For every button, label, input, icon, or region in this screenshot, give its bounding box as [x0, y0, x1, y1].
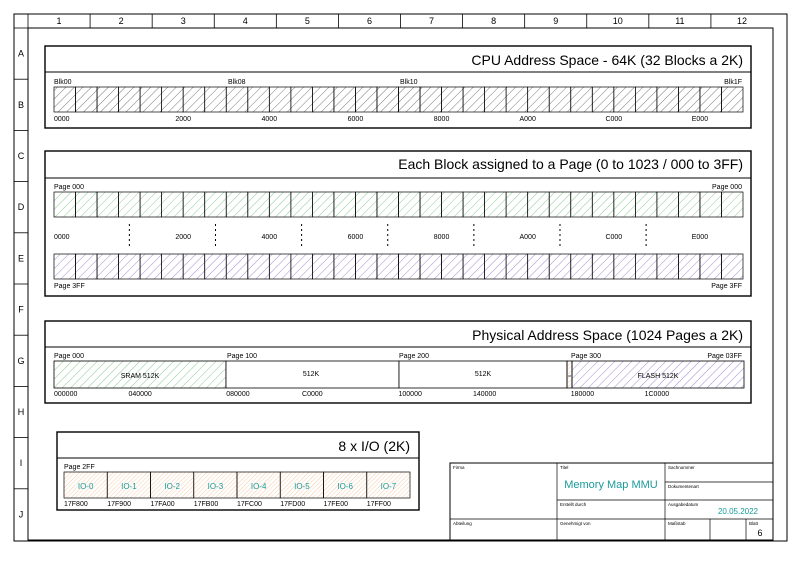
io-cell-label: IO-7 — [380, 482, 397, 491]
physical-page-100: Page 100 — [227, 353, 257, 360]
cpu-block — [355, 87, 377, 112]
page-top-block — [334, 192, 356, 217]
cpu-block — [140, 87, 162, 112]
cpu-block — [248, 87, 270, 112]
cpu-address-label: 6000 — [347, 116, 364, 123]
page-bottom-block — [571, 254, 593, 279]
row-letter: J — [18, 509, 24, 520]
cpu-block — [399, 87, 421, 112]
paging-address-label: E000 — [691, 234, 709, 241]
page-top-block — [97, 192, 119, 217]
cpu-block — [635, 87, 657, 112]
physical-address-label: 040000 — [128, 391, 152, 398]
cpu-block — [700, 87, 722, 112]
cpu-address-space-panel — [45, 46, 751, 128]
page-bottom-block — [205, 254, 227, 279]
cpu-block — [420, 87, 442, 112]
column-number: 12 — [736, 16, 747, 26]
page-bottom-block — [506, 254, 528, 279]
physical-address-label: 140000 — [472, 391, 497, 398]
cpu-block — [54, 87, 76, 112]
cpu-block — [97, 87, 119, 112]
physical-address-label: 080000 — [226, 391, 250, 398]
page-bottom-block — [76, 254, 98, 279]
io-address-label: 17F900 — [107, 501, 131, 508]
cpu-address-label: 2000 — [175, 116, 191, 123]
sachnummer-label: Sachnummer — [668, 465, 695, 470]
column-number: 3 — [180, 16, 186, 26]
cpu-block — [678, 87, 700, 112]
page-top-block — [485, 192, 507, 217]
physical-title: Physical Address Space (1024 Pages a 2K) — [472, 327, 743, 343]
physical-address-label: C0000 — [302, 391, 323, 398]
blatt-label: Blatt — [749, 521, 759, 526]
row-ruler — [14, 28, 28, 519]
physical-page-300: Page 300 — [571, 353, 601, 360]
page-top-block — [162, 192, 184, 217]
cpu-block-row — [54, 87, 743, 112]
page-top-block — [442, 192, 464, 217]
page-top-block — [592, 192, 614, 217]
page-top-block — [657, 192, 679, 217]
io-page-label: Page 2FF — [64, 464, 95, 471]
cpu-block — [549, 87, 571, 112]
cpu-block — [506, 87, 528, 112]
paging-title: Each Block assigned to a Page (0 to 1023 / 000 to 3FF) — [398, 156, 743, 172]
firma-label: Firma — [453, 465, 465, 470]
io-address-label: 17FE00 — [323, 501, 349, 508]
cpu-label-blk10: Blk10 — [400, 79, 418, 86]
page-top-block — [76, 192, 98, 217]
io-cell-label: IO-5 — [294, 482, 310, 491]
page-bottom-block — [721, 254, 743, 279]
page-top-block — [291, 192, 313, 217]
page-bottom-block — [528, 254, 550, 279]
ausgabedatum-label: Ausgabedatum — [668, 502, 699, 507]
physical-address-label: 180000 — [570, 391, 595, 398]
page-top-block — [614, 192, 636, 217]
io-address-label: 17FF00 — [366, 501, 391, 508]
io-address-label: 17FA00 — [150, 501, 175, 508]
cpu-block — [334, 87, 356, 112]
page-top-block — [205, 192, 227, 217]
page-bottom-block — [377, 254, 399, 279]
cpu-block — [291, 87, 313, 112]
row-letter: A — [17, 48, 25, 59]
page-top-block — [399, 192, 421, 217]
cpu-address-label: 4000 — [261, 116, 278, 123]
page-top-block — [549, 192, 571, 217]
cpu-block — [119, 87, 141, 112]
page-top-block — [635, 192, 657, 217]
page-bottom-block — [549, 254, 571, 279]
page-top-block — [248, 192, 270, 217]
cpu-block — [721, 87, 743, 112]
date-value: 20.05.2022 — [717, 507, 759, 516]
page-bottom-block — [119, 254, 141, 279]
io-panel — [57, 432, 419, 510]
paging-address-label: C000 — [605, 234, 623, 241]
page-top-block — [721, 192, 743, 217]
row-letter: E — [17, 253, 25, 264]
physical-address-panel — [45, 321, 751, 403]
ram-512k-label-2: 512K — [474, 371, 492, 378]
physical-address-label: 1C0000 — [644, 391, 670, 398]
paging-address-label: 8000 — [433, 234, 450, 241]
page-bottom-block — [162, 254, 184, 279]
io-address-label: 17FB00 — [193, 501, 219, 508]
paging-address-label: 2000 — [175, 234, 191, 241]
column-number: 11 — [675, 16, 685, 26]
page-top-block — [226, 192, 248, 217]
cpu-block — [485, 87, 507, 112]
page-top-block — [355, 192, 377, 217]
cpu-label-blk08: Blk08 — [228, 79, 246, 86]
io-cell-label: IO-0 — [77, 482, 94, 491]
page-bottom-block — [700, 254, 722, 279]
cpu-block — [592, 87, 614, 112]
page-top-block-row — [54, 192, 743, 217]
io-cell-label: IO-6 — [337, 482, 353, 491]
page-bottom-block — [635, 254, 657, 279]
physical-page-000: Page 000 — [54, 353, 84, 360]
row-letter: D — [17, 202, 25, 213]
io-cell-label: IO-2 — [164, 482, 180, 491]
page-bottom-block — [678, 254, 700, 279]
row-letter: G — [17, 355, 25, 366]
page-top-block — [183, 192, 205, 217]
column-number: 6 — [366, 16, 372, 26]
column-number: 8 — [491, 16, 497, 26]
paging-address-label: 4000 — [261, 234, 278, 241]
cpu-block — [269, 87, 291, 112]
page-bottom-block — [420, 254, 442, 279]
physical-address-label: 000000 — [54, 391, 78, 398]
io-cell-label: IO-4 — [250, 482, 267, 491]
page-top-block — [269, 192, 291, 217]
erstellt-label: Erstellt durch — [560, 502, 587, 507]
cpu-title: CPU Address Space - 64K (32 Blocks a 2K) — [471, 52, 743, 68]
page-top-block — [571, 192, 593, 217]
cpu-block — [463, 87, 485, 112]
column-number: 10 — [612, 16, 623, 26]
cpu-address-label: A000 — [519, 116, 536, 123]
paging-address-label: A000 — [519, 234, 536, 241]
cpu-block — [312, 87, 334, 112]
column-number: 4 — [242, 16, 248, 26]
flash-label: FLASH 512K — [637, 373, 679, 380]
row-letter: B — [17, 99, 25, 110]
page-bottom-block — [291, 254, 313, 279]
page-top-block — [700, 192, 722, 217]
io-address-label: 17F800 — [64, 501, 88, 508]
page-bottom-block — [248, 254, 270, 279]
cpu-address-label: E000 — [691, 116, 709, 123]
io-marker-label: IO — [567, 374, 572, 378]
page-top-block — [54, 192, 76, 217]
page-bottom-block — [442, 254, 464, 279]
page-bottom-block — [399, 254, 421, 279]
cpu-block — [162, 87, 184, 112]
physical-address-label: 100000 — [398, 391, 422, 398]
cpu-block — [571, 87, 593, 112]
page-bottom-block — [97, 254, 119, 279]
cpu-block — [226, 87, 248, 112]
drawing-title: Memory Map MMU — [564, 479, 658, 491]
cpu-address-label: 8000 — [433, 116, 450, 123]
column-number: 9 — [553, 16, 559, 26]
page-top-block — [140, 192, 162, 217]
cpu-block — [614, 87, 636, 112]
cpu-block — [442, 87, 464, 112]
cpu-address-label: C000 — [605, 116, 623, 123]
genehmigt-label: Genehmigt von — [560, 521, 591, 526]
page-bottom-block — [334, 254, 356, 279]
sheet-number: 6 — [757, 528, 763, 538]
cpu-address-label: 0000 — [54, 116, 70, 123]
cpu-block — [76, 87, 98, 112]
cpu-block — [657, 87, 679, 112]
title-block — [450, 463, 773, 540]
ram-512k-label-1: 512K — [302, 371, 320, 378]
paging-top-left-label: Page 000 — [54, 184, 84, 191]
paging-bottom-right-label: Page 3FF — [711, 283, 742, 290]
column-number: 5 — [304, 16, 310, 26]
io-cell-row — [64, 472, 410, 498]
page-top-block — [119, 192, 141, 217]
cpu-block — [528, 87, 550, 112]
paging-address-label: 0000 — [54, 234, 70, 241]
physical-page-03ff: Page 03FF — [707, 353, 742, 360]
io-cell-label: IO-1 — [121, 482, 137, 491]
page-bottom-block — [463, 254, 485, 279]
page-top-block — [312, 192, 334, 217]
io-address-label: 17FD00 — [280, 501, 306, 508]
page-top-block — [377, 192, 399, 217]
page-bottom-block — [312, 254, 334, 279]
dokumentenart-label: Dokumentenart — [668, 484, 699, 489]
cpu-block — [377, 87, 399, 112]
page-bottom-block-row — [54, 254, 743, 279]
column-number: 2 — [118, 16, 124, 26]
page-top-block — [528, 192, 550, 217]
io-address-label: 17FC00 — [237, 501, 262, 508]
paging-panel — [45, 151, 751, 296]
page-top-block — [463, 192, 485, 217]
page-bottom-block — [54, 254, 76, 279]
massstab-label: Maßstab — [668, 521, 686, 526]
row-letter: F — [18, 304, 24, 315]
titel-label: Titel — [560, 465, 569, 470]
row-letter: I — [19, 458, 23, 469]
row-letter: H — [17, 407, 25, 417]
cpu-label-blk1f: Blk1F — [724, 79, 742, 86]
column-number: 7 — [429, 16, 435, 26]
page-bottom-block — [657, 254, 679, 279]
page-top-block — [420, 192, 442, 217]
page-bottom-block — [183, 254, 205, 279]
paging-bottom-left-label: Page 3FF — [54, 283, 85, 290]
io-cell-label: IO-3 — [207, 482, 224, 491]
paging-address-label: 6000 — [347, 234, 364, 241]
page-top-block — [678, 192, 700, 217]
cpu-block — [183, 87, 205, 112]
page-bottom-block — [592, 254, 614, 279]
page-bottom-block — [140, 254, 162, 279]
page-bottom-block — [614, 254, 636, 279]
cpu-label-blk00: Blk00 — [54, 79, 72, 86]
page-bottom-block — [269, 254, 291, 279]
cpu-block — [205, 87, 227, 112]
page-bottom-block — [485, 254, 507, 279]
page-bottom-block — [226, 254, 248, 279]
page-top-block — [506, 192, 528, 217]
physical-page-200: Page 200 — [399, 353, 429, 360]
row-letter: C — [17, 151, 25, 161]
column-number: 1 — [56, 16, 62, 26]
io-title: 8 x I/O (2K) — [338, 438, 410, 454]
sram-label: SRAM 512K — [120, 373, 160, 380]
page-bottom-block — [355, 254, 377, 279]
paging-top-right-label: Page 000 — [712, 184, 742, 191]
abteilung-label: Abteilung — [453, 521, 472, 526]
